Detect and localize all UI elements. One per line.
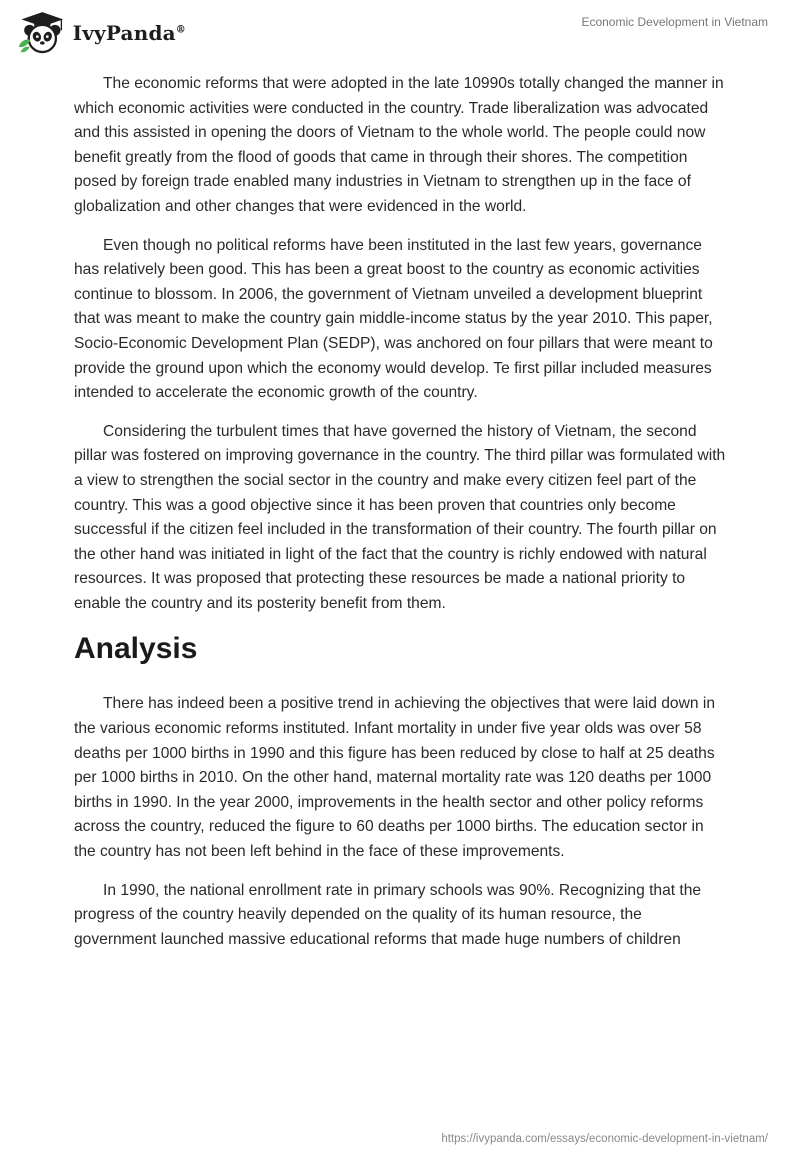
paragraph: In 1990, the national enrollment rate in primary schools was 90%. Recognizing that the progress of the country heavily depended on the quality of its human resource, the government launched massive educational reforms that made huge numbers of children bbox=[74, 881, 702, 948]
paragraph: The economic reforms that were adopted in the late 10990s totally changed the manner in which economic activities were conducted in the country. Trade liberalization was advocated and this assisted in opening the doors of Vietnam to the whole world. The people could now benefit greatly from the flood of goods that came in through their shores. The competition posed by foreign trade enabled many industries in Vietnam to strengthen up in the face of globalization and other changes that were evidenced in the world. bbox=[74, 75, 724, 215]
brand-name: IvyPanda® bbox=[72, 21, 186, 45]
panda-graduate-icon bbox=[16, 8, 69, 58]
paragraph: Considering the turbulent times that have governed the history of Vietnam, the second pillar was fostered on improving governance in the country. The third pillar was formulated with a view to strengthen the social sector in the country and make every citizen feel part of the country. This was a good objective since it has been proven that countries only become successful if the citizen feel included in the transformation of their country. The fourth pillar on the other hand was initiated in light of the fact that the country is richly endowed with natural resources. It was proposed that protecting these resources be made a national priority to enable the country and its posterity benefit from them. bbox=[74, 422, 726, 612]
section-heading-analysis: Analysis bbox=[74, 632, 198, 666]
essay-content bbox=[74, 72, 726, 966]
document-title: Economic Development in Vietnam bbox=[581, 15, 768, 29]
paragraph: Even though no political reforms have been instituted in the last few years, governance has relatively been good. This has been a great boost to the country as economic activities continue to blossom. In 2006, the government of Vietnam unveiled a development blueprint that was meant to make the country gain middle-income status by the year 2010. This paper, Socio-Economic Development Plan (SEDP), was anchored on four pillars that were meant to provide the ground upon which the economy would develop. Te first pillar included measures intended to accelerate the economic growth of the country. bbox=[74, 236, 713, 402]
paragraph: There has indeed been a positive trend in achieving the objectives that were laid down in the various economic reforms instituted. Infant mortality in under five year olds was over 58 deaths per 1000 births in 1990 and this figure has been reduced by close to half at 25 deaths per 1000 births in 2010. On the other hand, maternal mortality rate was 120 deaths per 1000 births in 1990. In the year 2000, improvements in the health sector and other policy reforms across the country, reduced the figure to 60 deaths per 1000 births. The education sector in the country has not been left behind in the face of these improvements. bbox=[74, 695, 716, 861]
ivypanda-logo[interactable] bbox=[16, 8, 186, 58]
source-url[interactable]: https://ivypanda.com/essays/economic-development-in-vietnam/ bbox=[441, 1133, 768, 1145]
registered-mark: ® bbox=[175, 24, 186, 36]
page-header bbox=[0, 0, 800, 60]
